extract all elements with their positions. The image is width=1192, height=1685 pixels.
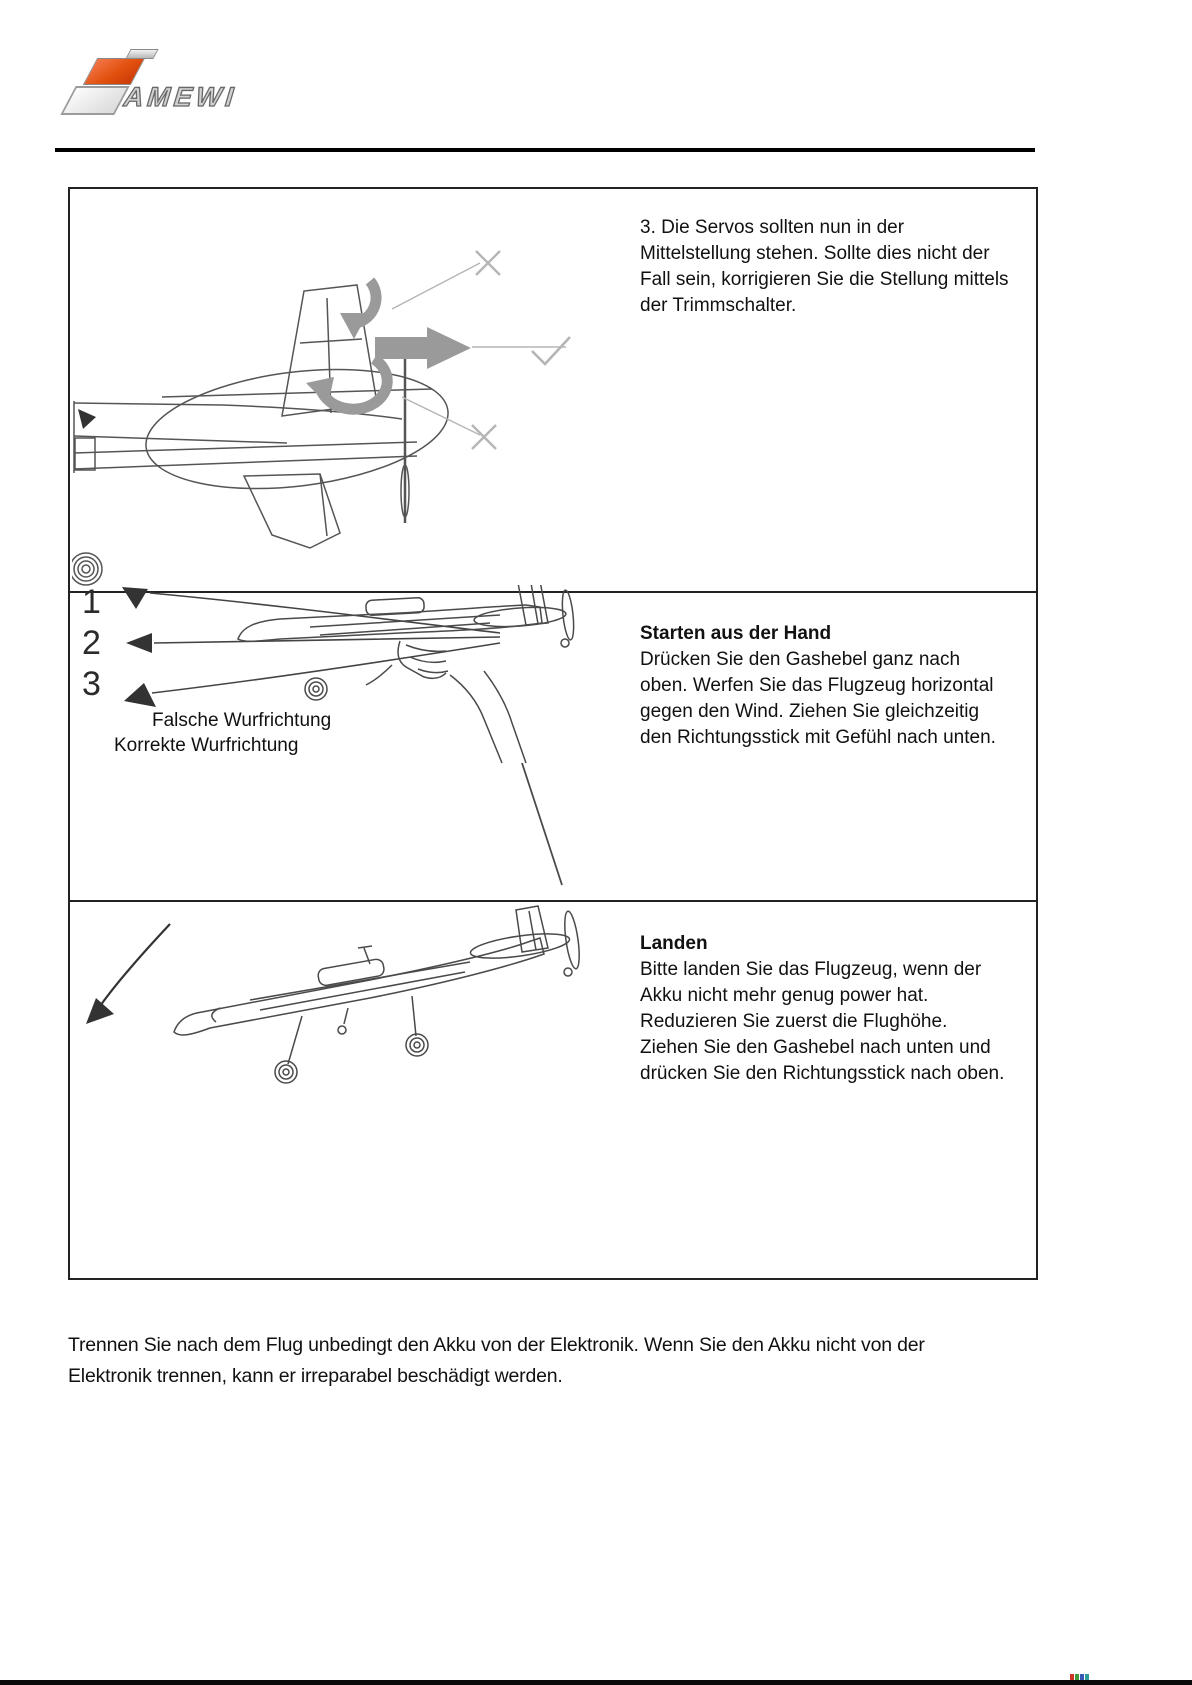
throw-number-3: 3 <box>82 665 101 703</box>
hand-launch-heading: Starten aus der Hand <box>640 623 832 644</box>
servo-trim-illustration <box>72 191 638 591</box>
servo-instruction-lines: 3. Die Servos sollten nun in der Mittelstellung stehen. Sollte dies nicht der Fall sein, korrigieren Sie die Stellung mittels der Trimmschalter. <box>640 217 1009 316</box>
throw-number-1: 1 <box>82 583 101 621</box>
amewi-logo <box>72 46 262 126</box>
label-wrong-throw-direction: Falsche Wurfrichtung <box>152 710 332 731</box>
throw-number-2: 2 <box>82 624 101 662</box>
hand-launch-text <box>640 621 1054 751</box>
header-rule <box>55 148 1035 152</box>
descent-arrow-curve <box>96 924 170 1012</box>
landing-heading: Landen <box>640 933 708 954</box>
logo-silver-parallelogram <box>60 86 129 115</box>
servo-instruction-text <box>640 215 1054 319</box>
airplane-landing-view <box>174 906 582 1083</box>
landing-lines: Bitte landen Sie das Flugzeug, wenn der Akku nicht mehr genug power hat. Reduzieren Sie zuerst die Flughöhe. Ziehen Sie den Gashebel nach unten und drücken Sie den Richtungsstick nach oben. <box>640 959 1005 1084</box>
throw-direction-arrowheads <box>122 587 156 707</box>
logo-orange-parallelogram <box>83 58 145 85</box>
landing-illustration <box>70 902 636 1277</box>
battery-warning-note: Trennen Sie nach dem Flug unbedingt den Akku von der Elektronik. Wenn Sie den Akku nicht von der Elektronik trennen, kann er irreparabel beschädigt werden. <box>68 1334 925 1387</box>
brand-name: AMEWI <box>122 82 239 112</box>
logo-top-bar <box>125 49 158 59</box>
footer-bar <box>0 1680 1192 1685</box>
label-correct-throw-direction: Korrekte Wurfrichtung <box>114 735 299 756</box>
instruction-table <box>68 187 1038 1280</box>
hand-launch-lines: Drücken Sie den Gashebel ganz nach oben. Werfen Sie das Flugzeug horizontal gegen den Wind. Ziehen Sie gleichzeitig den Richtungsstick mit Gefühl nach unten. <box>640 649 996 748</box>
small-direction-arrow <box>78 409 96 429</box>
landing-text <box>640 931 1054 1087</box>
throwing-hand <box>305 641 562 885</box>
throw-direction-curves <box>150 593 500 693</box>
airplane-side-view <box>238 585 576 647</box>
descent-arrowhead <box>86 998 114 1024</box>
direction-block-arrow <box>375 327 471 369</box>
